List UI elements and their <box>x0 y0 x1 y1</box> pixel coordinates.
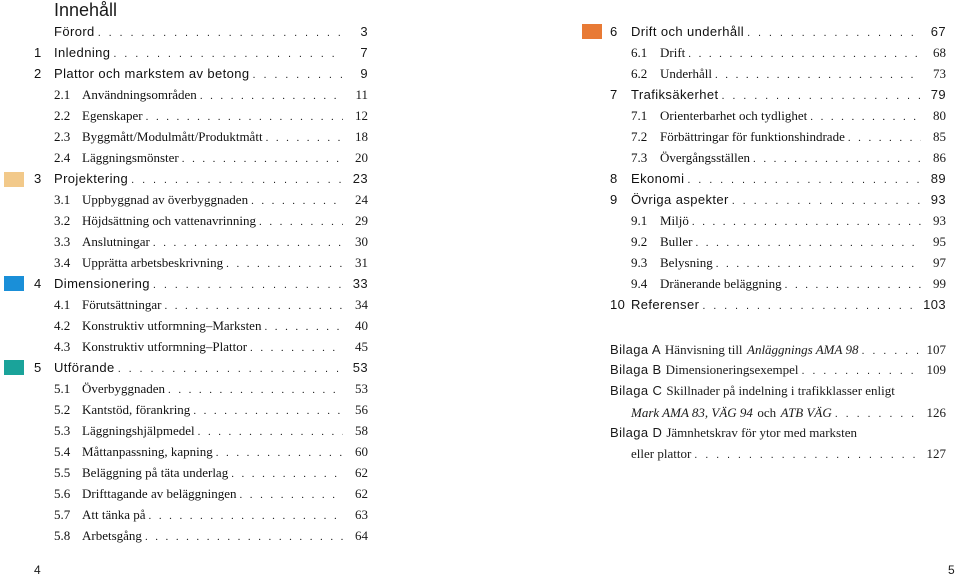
leader-dots <box>696 237 922 249</box>
tab-dimensionering <box>4 276 24 291</box>
bilaga-label: Bilaga D <box>610 425 663 440</box>
entry-page: 56 <box>355 402 368 417</box>
leader-dots <box>716 258 921 270</box>
entry-number: 5.7 <box>54 507 71 522</box>
entry-number: 6.1 <box>631 45 648 60</box>
toc-entry-4-2[interactable] <box>54 318 368 338</box>
entry-number: 5.6 <box>54 486 71 501</box>
leader-dots <box>266 132 343 144</box>
leader-dots <box>702 300 920 312</box>
leader-dots <box>216 447 343 459</box>
entry-page: 34 <box>355 297 368 312</box>
toc-entry-utforande[interactable] <box>34 360 368 380</box>
leader-dots <box>231 468 343 480</box>
entry-title: Anslutningar <box>82 234 150 249</box>
leader-dots <box>118 363 343 375</box>
toc-entry-3-3[interactable] <box>54 234 368 254</box>
leader-dots <box>810 111 921 123</box>
entry-page: 93 <box>930 192 946 207</box>
entry-page: 126 <box>926 405 946 420</box>
toc-entry-2-1[interactable] <box>54 87 368 107</box>
entry-title: Plattor och markstem av betong <box>54 66 250 81</box>
entry-page: 3 <box>360 24 368 39</box>
entry-title: Läggningsmönster <box>82 150 179 165</box>
entry-page: 23 <box>352 171 368 186</box>
entry-number: 1 <box>34 45 42 60</box>
toc-entry-projektering[interactable] <box>34 171 368 191</box>
toc-entry-5-1[interactable] <box>54 381 368 401</box>
entry-page: 60 <box>355 444 368 459</box>
entry-number: 2.2 <box>54 108 71 123</box>
entry-page: 9 <box>360 66 368 81</box>
entry-number: 3.1 <box>54 192 71 207</box>
toc-entry-7-3[interactable] <box>631 150 946 170</box>
entry-number: 2.3 <box>54 129 71 144</box>
entry-number: 6.2 <box>631 66 648 81</box>
bilaga-italic-text: Anläggnings AMA 98 <box>747 342 859 357</box>
entry-page: 73 <box>933 66 946 81</box>
tab-projektering <box>4 172 24 187</box>
leader-dots <box>848 132 921 144</box>
entry-title: Trafiksäkerhet <box>631 87 719 102</box>
bilaga-text: Hänvisning till <box>664 342 743 357</box>
entry-number: 4.3 <box>54 339 71 354</box>
toc-entry-9-3[interactable] <box>631 255 946 275</box>
leader-dots <box>149 510 343 522</box>
entry-title: Konstruktiv utformning–Plattor <box>82 339 248 354</box>
page-number-right: 5 <box>948 563 955 577</box>
toc-entry-7-2[interactable] <box>631 129 946 149</box>
leader-dots <box>113 48 343 60</box>
leader-dots <box>226 258 343 270</box>
toc-entry-drift-underhall[interactable] <box>610 24 946 44</box>
toc-entry-bilaga-c[interactable] <box>610 383 946 403</box>
leader-dots <box>153 279 343 291</box>
entry-number: 7.1 <box>631 108 648 123</box>
entry-page: 62 <box>355 486 368 501</box>
toc-entry-2-2[interactable] <box>54 108 368 128</box>
entry-title: Höjdsättning och vattenavrinning <box>82 213 257 228</box>
leader-dots <box>801 365 921 377</box>
toc-entry-3-1[interactable] <box>54 192 368 212</box>
entry-page: 93 <box>933 213 946 228</box>
toc-entry-referenser[interactable] <box>610 297 946 317</box>
toc-entry-inledning[interactable] <box>34 45 368 65</box>
entry-number: 4.2 <box>54 318 71 333</box>
entry-page: 86 <box>933 150 946 165</box>
entry-page: 67 <box>930 24 946 39</box>
entry-title: Måttanpassning, kapning <box>82 444 213 459</box>
toc-entry-5-6[interactable] <box>54 486 368 506</box>
entry-number: 9.2 <box>631 234 648 249</box>
toc-entry-ekonomi[interactable] <box>610 171 946 191</box>
leader-dots <box>694 449 921 461</box>
entry-page: 85 <box>933 129 946 144</box>
leader-dots <box>250 342 343 354</box>
entry-number: 7 <box>610 87 618 102</box>
toc-entry-6-2[interactable] <box>631 66 946 86</box>
entry-number: 3.2 <box>54 213 71 228</box>
entry-title: Orienterbarhet och tydlighet <box>660 108 808 123</box>
entry-page: 12 <box>355 108 368 123</box>
toc-entry-4-3[interactable] <box>54 339 368 359</box>
entry-title: Egenskaper <box>82 108 143 123</box>
entry-page: 95 <box>933 234 946 249</box>
entry-page: 11 <box>355 87 368 102</box>
entry-title: Ekonomi <box>631 171 685 186</box>
bilaga-label: Bilaga B <box>610 362 662 377</box>
leader-dots <box>688 48 921 60</box>
leader-dots <box>785 279 921 291</box>
entry-number: 7.2 <box>631 129 648 144</box>
toc-entry-5-2[interactable] <box>54 402 368 422</box>
leader-dots <box>131 174 343 186</box>
toc-entry-bilaga-a[interactable] <box>610 341 946 361</box>
entry-title: Beläggning på täta underlag <box>82 465 229 480</box>
entry-title: Drift <box>660 45 686 60</box>
bilaga-label: Bilaga A <box>610 342 661 357</box>
entry-number: 2.1 <box>54 87 71 102</box>
toc-entry-2-3[interactable] <box>54 129 368 149</box>
toc-entry-5-4[interactable] <box>54 444 368 464</box>
entry-number: 8 <box>610 171 618 186</box>
tab-utforande <box>4 360 24 375</box>
toc-entry-5-8[interactable] <box>54 528 368 548</box>
entry-number: 3 <box>34 171 42 186</box>
bilaga-text: Skillnader på indelning i trafikklasser enligt <box>666 383 895 398</box>
toc-entry-plattor[interactable] <box>34 66 368 86</box>
entry-page: 18 <box>355 129 368 144</box>
leader-dots <box>259 216 343 228</box>
leader-dots <box>164 300 343 312</box>
leader-dots <box>145 531 343 543</box>
entry-page: 99 <box>933 276 946 291</box>
entry-number: 6 <box>610 24 618 39</box>
entry-number: 5.4 <box>54 444 71 459</box>
entry-title: Att tänka på <box>82 507 146 522</box>
toc-entry-5-5[interactable] <box>54 465 368 485</box>
entry-page: 40 <box>355 318 368 333</box>
toc-entry-forord[interactable] <box>34 24 368 44</box>
leader-dots <box>146 111 343 123</box>
toc-entry-4-1[interactable] <box>54 297 368 317</box>
entry-page: 45 <box>355 339 368 354</box>
toc-entry-9-2[interactable] <box>631 234 946 254</box>
toc-entry-bilaga-b[interactable] <box>610 362 946 382</box>
entry-page: 58 <box>355 423 368 438</box>
entry-number: 3.4 <box>54 255 71 270</box>
entry-title: Upprätta arbetsbeskrivning <box>82 255 224 270</box>
bilaga-italic-text: ATB VÄG <box>780 405 832 420</box>
entry-title: Konstruktiv utformning–Marksten <box>82 318 262 333</box>
bilaga-italic-text: Mark AMA 83, VÄG 94 <box>631 405 753 420</box>
entry-number: 5.1 <box>54 381 71 396</box>
entry-number: 9.1 <box>631 213 648 228</box>
entry-number: 3.3 <box>54 234 71 249</box>
leader-dots <box>240 489 344 501</box>
entry-page: 97 <box>933 255 946 270</box>
toc-entry-trafiksakerhet[interactable] <box>610 87 946 107</box>
leader-dots <box>98 27 343 39</box>
entry-title: Dränerande beläggning <box>660 276 782 291</box>
bilaga-text: och <box>757 405 777 420</box>
entry-page: 53 <box>355 381 368 396</box>
entry-number: 2 <box>34 66 42 81</box>
entry-title: Dimensionering <box>54 276 150 291</box>
entry-page: 33 <box>352 276 368 291</box>
leader-dots <box>732 195 921 207</box>
toc-entry-7-1[interactable] <box>631 108 946 128</box>
entry-title: Belysning <box>660 255 713 270</box>
entry-number: 5.3 <box>54 423 71 438</box>
entry-page: 68 <box>933 45 946 60</box>
entry-title: Kantstöd, förankring <box>82 402 191 417</box>
entry-page: 24 <box>355 192 368 207</box>
leader-dots <box>861 345 921 357</box>
bilaga-text: Jämnhetskrav för ytor med marksten <box>666 425 857 440</box>
entry-page: 64 <box>355 528 368 543</box>
entry-number: 9 <box>610 192 618 207</box>
entry-title: Drift och underhåll <box>631 24 745 39</box>
tab-drift <box>582 24 602 39</box>
leader-dots <box>753 153 921 165</box>
entry-title: Utförande <box>54 360 115 375</box>
entry-page: 109 <box>926 362 946 377</box>
entry-title: Uppbyggnad av överbyggnaden <box>82 192 249 207</box>
leader-dots <box>264 321 343 333</box>
entry-title: Drifttagande av beläggningen <box>82 486 237 501</box>
toc-entry-ovriga-aspekter[interactable] <box>610 192 946 212</box>
leader-dots <box>747 27 921 39</box>
toc-entry-bilaga-d[interactable] <box>610 425 946 445</box>
leader-dots <box>153 237 343 249</box>
leader-dots <box>835 408 921 420</box>
toc-heading: Innehåll <box>54 0 118 20</box>
entry-number: 2.4 <box>54 150 71 165</box>
toc-entry-3-2[interactable] <box>54 213 368 233</box>
entry-page: 63 <box>355 507 368 522</box>
entry-title: Arbetsgång <box>82 528 142 543</box>
entry-page: 20 <box>355 150 368 165</box>
leader-dots <box>721 90 921 102</box>
entry-number: 4 <box>34 276 42 291</box>
entry-number: 10 <box>610 297 626 312</box>
page-number-left: 4 <box>34 563 41 577</box>
entry-title: Övergångsställen <box>660 150 751 165</box>
entry-title: Buller <box>660 234 693 249</box>
leader-dots <box>200 90 343 102</box>
entry-page: 89 <box>930 171 946 186</box>
entry-page: 80 <box>933 108 946 123</box>
bilaga-text: eller plattor <box>631 446 692 461</box>
entry-title: Överbyggnaden <box>82 381 166 396</box>
toc-entry-5-7[interactable] <box>54 507 368 527</box>
toc-entry-9-4[interactable] <box>631 276 946 296</box>
entry-title: Förord <box>54 24 95 39</box>
entry-title: Förbättringar för funktionshindrade <box>660 129 845 144</box>
entry-number: 5.5 <box>54 465 71 480</box>
toc-entry-bilaga-c-cont[interactable] <box>631 404 946 424</box>
entry-page: 7 <box>360 45 368 60</box>
entry-page: 107 <box>926 342 946 357</box>
entry-number: 9.3 <box>631 255 648 270</box>
entry-number: 5.2 <box>54 402 71 417</box>
entry-title: Miljö <box>660 213 689 228</box>
toc-entry-6-1[interactable] <box>631 45 946 65</box>
leader-dots <box>715 69 921 81</box>
entry-number: 7.3 <box>631 150 648 165</box>
toc-entry-2-4[interactable] <box>54 150 368 170</box>
entry-number: 5 <box>34 360 42 375</box>
toc-entry-5-3[interactable] <box>54 423 368 443</box>
entry-title: Underhåll <box>660 66 712 81</box>
toc-entry-dimensionering[interactable] <box>34 276 368 296</box>
entry-page: 31 <box>355 255 368 270</box>
entry-page: 53 <box>352 360 368 375</box>
entry-page: 103 <box>923 297 946 312</box>
leader-dots <box>251 195 343 207</box>
entry-title: Läggningshjälpmedel <box>82 423 195 438</box>
entry-title: Inledning <box>54 45 111 60</box>
entry-title: Byggmått/Modulmått/Produktmått <box>82 129 263 144</box>
entry-number: 4.1 <box>54 297 71 312</box>
entry-number: 5.8 <box>54 528 71 543</box>
leader-dots <box>168 384 343 396</box>
leader-dots <box>182 153 343 165</box>
entry-page: 79 <box>930 87 946 102</box>
bilaga-text: Dimensioneringsexempel <box>665 362 799 377</box>
entry-page: 29 <box>355 213 368 228</box>
entry-number: 9.4 <box>631 276 648 291</box>
leader-dots <box>687 174 921 186</box>
entry-page: 62 <box>355 465 368 480</box>
toc-entry-9-1[interactable] <box>631 213 946 233</box>
leader-dots <box>253 69 343 81</box>
entry-title: Användningsområden <box>82 87 197 102</box>
entry-page: 30 <box>355 234 368 249</box>
entry-title: Projektering <box>54 171 129 186</box>
bilaga-label: Bilaga C <box>610 383 663 398</box>
entry-title: Referenser <box>631 297 700 312</box>
leader-dots <box>198 426 343 438</box>
entry-title: Övriga aspekter <box>631 192 729 207</box>
toc-entry-bilaga-d-cont[interactable] <box>631 446 946 466</box>
entry-page: 127 <box>926 446 946 461</box>
leader-dots <box>692 216 921 228</box>
leader-dots <box>193 405 343 417</box>
toc-entry-3-4[interactable] <box>54 255 368 275</box>
entry-title: Förutsättningar <box>82 297 162 312</box>
